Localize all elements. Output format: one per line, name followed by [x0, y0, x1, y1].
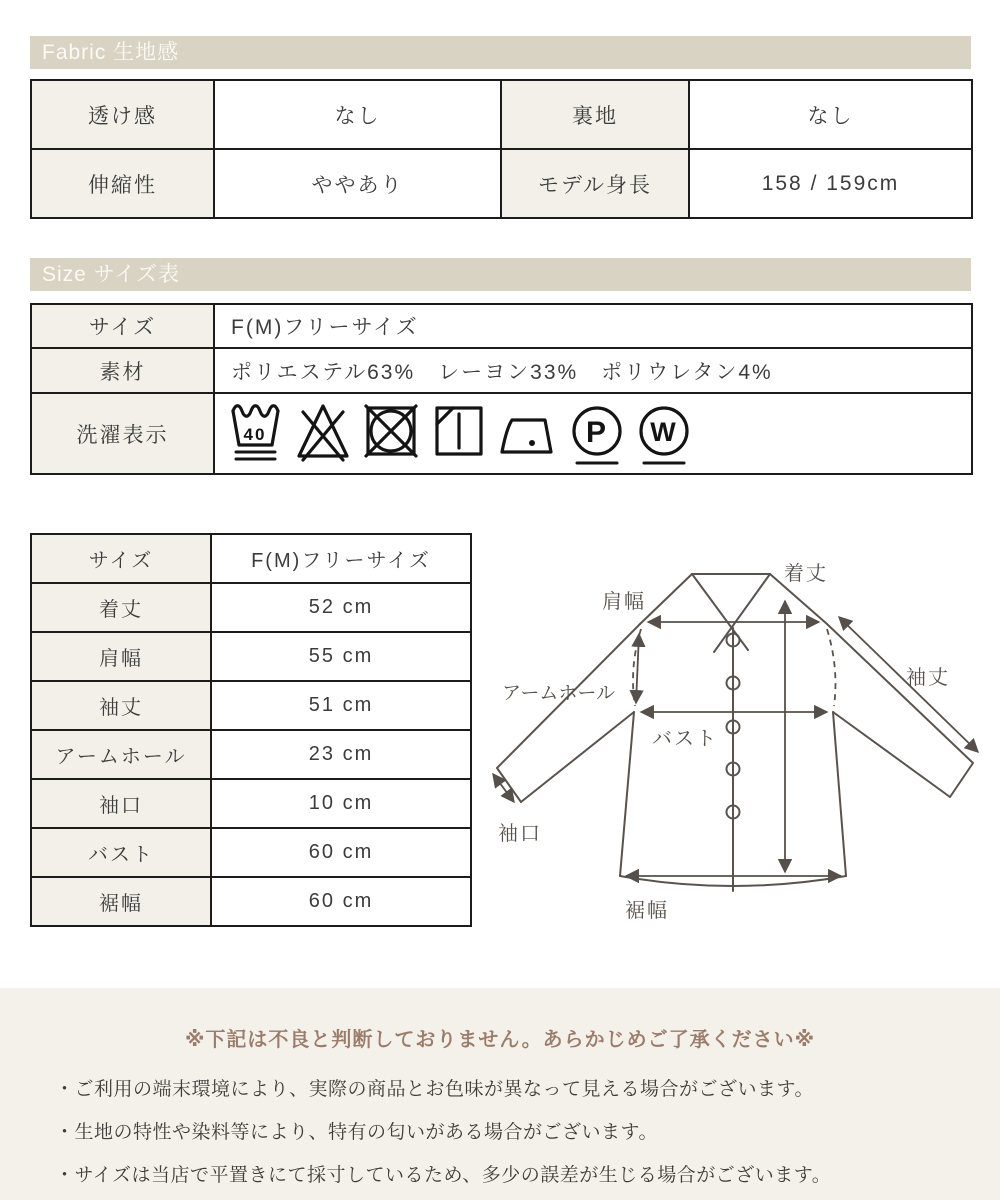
- label-cell: バスト: [31, 828, 211, 877]
- label-cell: 透け感: [31, 80, 214, 149]
- value-cell: 23 cm: [211, 730, 471, 779]
- label-cell: 裏地: [501, 80, 689, 149]
- note-item: ・ご利用の端末環境により、実際の商品とお色味が異なって見える場合がございます。: [55, 1079, 814, 1100]
- measurements-table: [30, 533, 472, 927]
- svg-text:W: W: [650, 416, 678, 447]
- table-row: [31, 583, 471, 632]
- value-cell: なし: [689, 80, 972, 149]
- diagram-label-sleeve: 袖丈: [906, 667, 950, 689]
- label-cell: 伸縮性: [31, 149, 214, 218]
- table-row: [31, 149, 972, 218]
- label-cell: 袖口: [31, 779, 211, 828]
- table-row: [31, 632, 471, 681]
- value-cell: F(M)フリーサイズ: [214, 304, 972, 348]
- table-row: [31, 828, 471, 877]
- value-cell: なし: [214, 80, 501, 149]
- table-row: [31, 80, 972, 149]
- value-cell: F(M)フリーサイズ: [211, 534, 471, 583]
- diagram-label-bust: バスト: [652, 728, 718, 750]
- table-row: [31, 304, 972, 348]
- value-cell: ポリエステル63% レーヨン33% ポリウレタン4%: [214, 348, 972, 393]
- fabric-section-header: Fabric 生地感: [30, 36, 971, 69]
- table-row: [31, 779, 471, 828]
- label-cell: 肩幅: [31, 632, 211, 681]
- no-tumble-dry-icon: [362, 399, 420, 469]
- note-item: ・生地の特性や染料等により、特有の匂いがある場合がございます。: [55, 1122, 658, 1143]
- table-row: [31, 393, 972, 474]
- label-cell: サイズ: [31, 304, 214, 348]
- value-cell: 52 cm: [211, 583, 471, 632]
- label-cell: アームホール: [31, 730, 211, 779]
- size-spec-table: [30, 303, 973, 475]
- table-row: [31, 730, 471, 779]
- value-cell: 55 cm: [211, 632, 471, 681]
- table-row: [31, 348, 972, 393]
- value-cell: ややあり: [214, 149, 501, 218]
- fabric-table: [30, 79, 973, 219]
- label-cell: 着丈: [31, 583, 211, 632]
- value-cell: 10 cm: [211, 779, 471, 828]
- wash-symbols-row: [228, 399, 971, 469]
- value-cell: 51 cm: [211, 681, 471, 730]
- value-cell: 60 cm: [211, 877, 471, 926]
- dry-clean-P-gentle-icon: [569, 399, 625, 469]
- no-bleach-icon: [295, 399, 351, 469]
- label-cell: サイズ: [31, 534, 211, 583]
- wash-symbols-cell: [214, 393, 972, 474]
- garment-measurement-diagram: [480, 530, 1000, 950]
- svg-text:P: P: [585, 415, 609, 449]
- label-cell: モデル身長: [501, 149, 689, 218]
- size-section-header: Size サイズ表: [30, 258, 971, 291]
- label-cell: 素材: [31, 348, 214, 393]
- label-cell: 袖丈: [31, 681, 211, 730]
- diagram-label-armhole: アームホール: [502, 683, 616, 704]
- diagram-label-length: 着丈: [784, 563, 828, 585]
- diagram-label-shoulder: 肩幅: [602, 591, 646, 613]
- diagram-label-cuff: 袖口: [498, 823, 542, 845]
- value-cell: 60 cm: [211, 828, 471, 877]
- diagram-label-hem: 裾幅: [625, 900, 669, 922]
- measurement-arrows: [493, 601, 978, 876]
- line-dry-in-shade-icon: [431, 399, 487, 469]
- svg-text:40: 40: [243, 424, 267, 444]
- table-row: [31, 534, 471, 583]
- wet-clean-gentle-icon: [636, 399, 692, 469]
- label-cell: 裾幅: [31, 877, 211, 926]
- value-cell: 158 / 159cm: [689, 149, 972, 218]
- label-cell: 洗濯表示: [31, 393, 214, 474]
- note-item: ・サイズは当店で平置きにて採寸しているため、多少の誤差が生じる場合がございます。: [55, 1165, 832, 1186]
- notes-title: ※下記は不良と判断しておりません。あらかじめご了承ください※: [184, 1029, 816, 1051]
- iron-low-heat-icon: [498, 399, 558, 469]
- machine-wash-40-very-gentle-icon: [228, 399, 284, 469]
- notes-section: [0, 988, 1000, 1200]
- table-row: [31, 877, 471, 926]
- table-row: [31, 681, 471, 730]
